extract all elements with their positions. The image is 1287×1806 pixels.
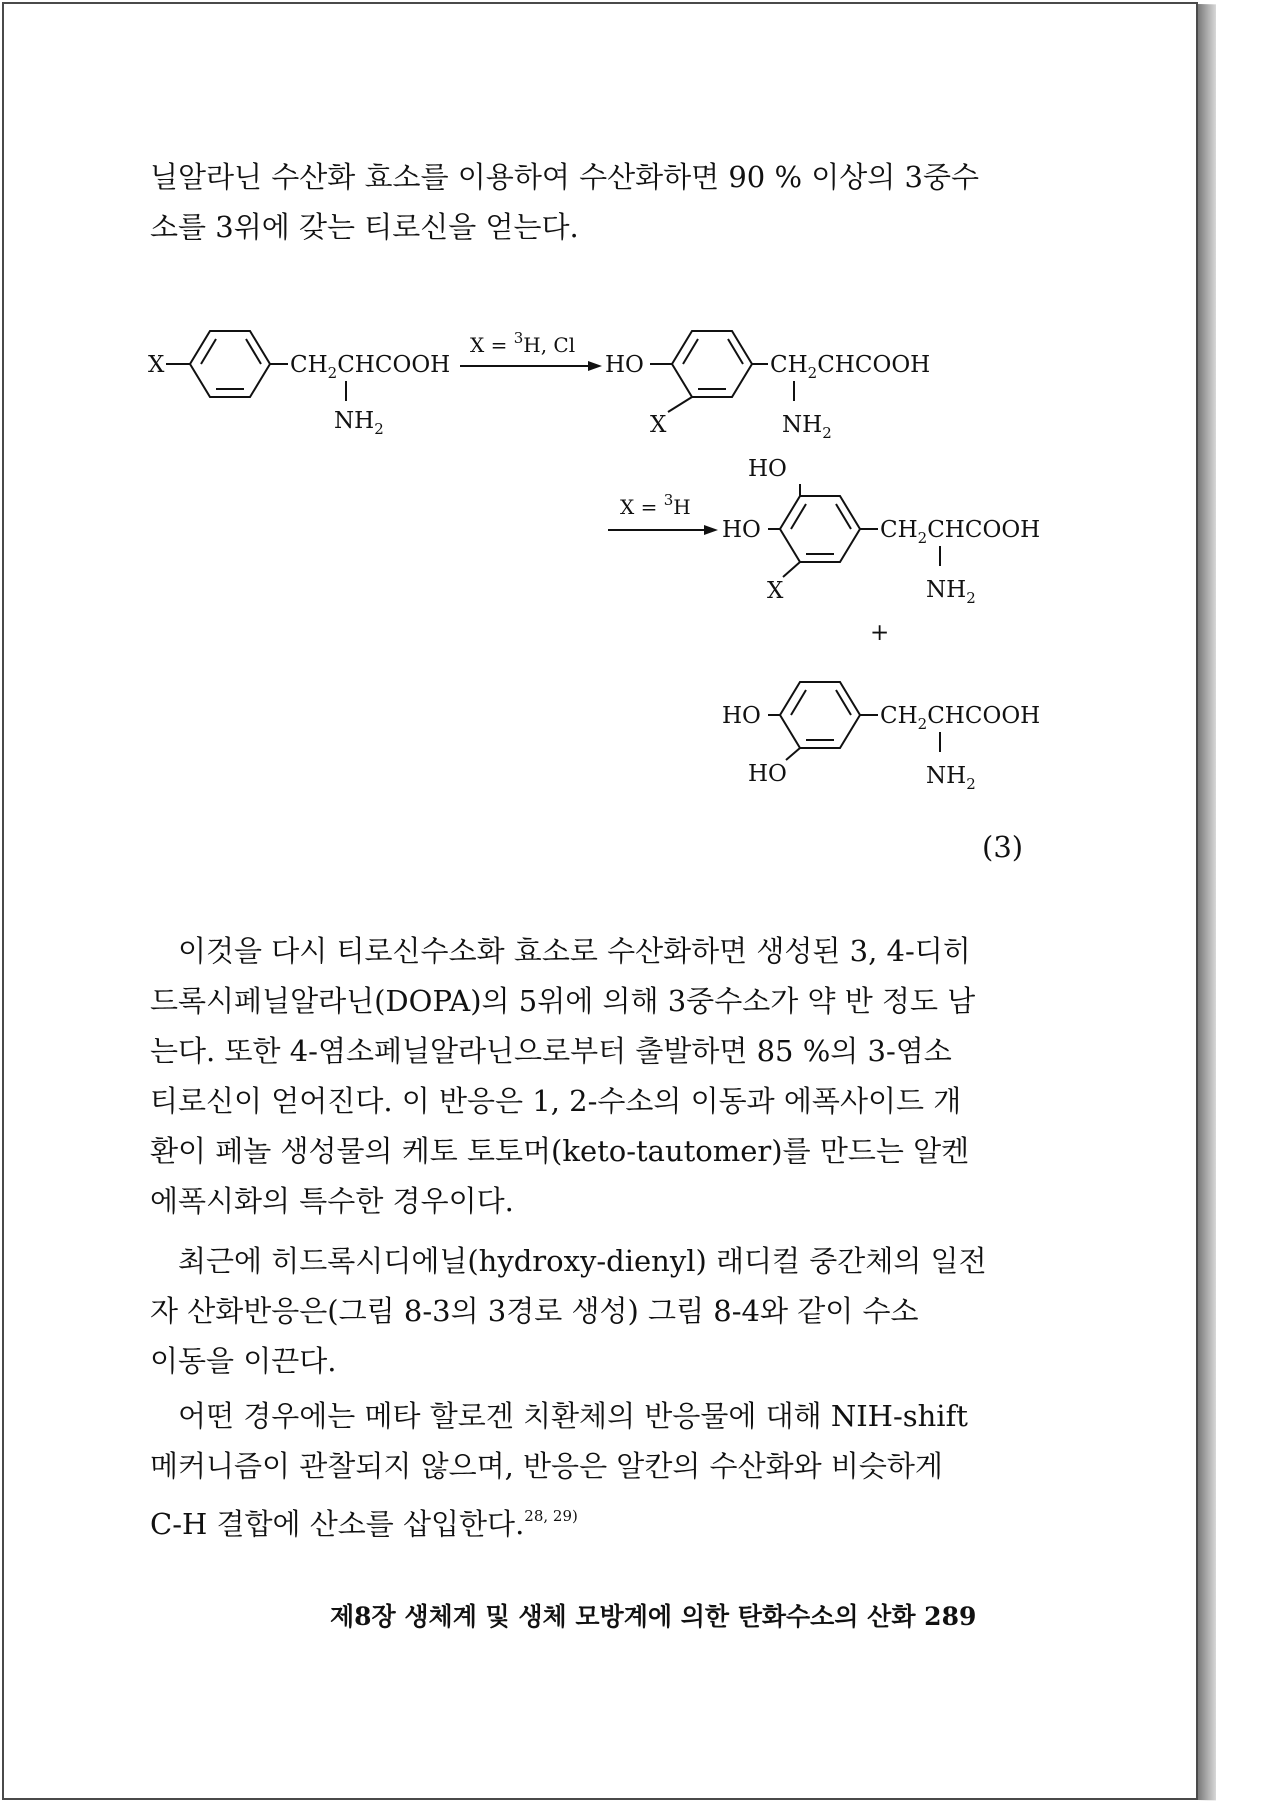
- text-line: 에폭시화의 특수한 경우이다.: [150, 1184, 514, 1218]
- product-dopa: [722, 682, 1040, 793]
- text-line: [150, 1491, 1050, 1549]
- hydroxyl-label: HO: [748, 761, 787, 787]
- double-bond: [836, 504, 851, 529]
- text-line: 는다. 또한 4-염소페닐알라닌으로부터 출발하면 85 %의 3-염소: [150, 1034, 952, 1068]
- reaction-arrow-2: [608, 491, 718, 535]
- arrow-2-label: X = $^3$H: [620, 491, 691, 519]
- text-line: 이것을 다시 티로신수소화 효소로 수산화하면 생성된 3, 4-디히: [178, 934, 971, 968]
- side-chain-label: $CH_2CHCOOH$: [880, 517, 1041, 547]
- bond: [786, 748, 800, 760]
- page-footer: 제8장 생체계 및 생체 모방계에 의한 탄화수소의 산화 289: [330, 1602, 977, 1631]
- side-chain-label: $CH_2CHCOOH$: [770, 352, 931, 382]
- amine-label: $NH_2$: [926, 577, 976, 607]
- arrow-1-label: X = $^3$H, Cl: [470, 329, 576, 357]
- arrow-head: [588, 361, 602, 371]
- text-line: 드록시페닐알라닌(DOPA)의 5위에 의해 3중수소가 약 반 정도 남: [150, 984, 976, 1018]
- paragraph-2: [150, 1236, 1050, 1386]
- text-line: 어떤 경우에는 메타 할로겐 치환체의 반응물에 대해 NIH-shift: [178, 1399, 968, 1433]
- text-line: 닐알라닌 수산화 효소를 이용하여 수산화하면 90 % 이상의 3중수: [150, 160, 979, 194]
- text-line: 티로신이 얻어진다. 이 반응은 1, 2-수소의 이동과 에폭사이드 개: [150, 1084, 962, 1118]
- text-line: 이동을 이끈다.: [150, 1344, 337, 1378]
- reaction-arrow-1: [460, 329, 602, 371]
- amine-label: $NH_2$: [782, 412, 832, 442]
- paragraph-3: [150, 1391, 1050, 1549]
- hydroxyl-label: HO: [605, 352, 644, 378]
- text-line: 환이 페놀 생성물의 케토 토토머(keto-tautomer)를 만드는 알켄: [150, 1134, 970, 1168]
- product-tyrosine: [605, 331, 930, 442]
- double-bond: [836, 690, 851, 715]
- x-substituent-label: X: [767, 578, 784, 604]
- paragraph-1: [150, 926, 1050, 1226]
- arrow-head: [704, 525, 718, 535]
- citation-reference: 28, 29): [524, 1507, 578, 1525]
- plus-sign: +: [870, 620, 890, 646]
- bond: [668, 397, 692, 412]
- double-bond: [728, 339, 743, 364]
- hydroxyl-label: HO: [722, 517, 761, 543]
- hydroxyl-label: HO: [722, 703, 761, 729]
- x-substituent-label: X: [148, 352, 165, 378]
- text-line: 최근에 히드록시디에닐(hydroxy-dienyl) 래디컬 중간체의 일전: [178, 1244, 987, 1278]
- amine-label: $NH_2$: [334, 408, 384, 438]
- amine-label: $NH_2$: [926, 763, 976, 793]
- x-substituent-label: X: [650, 412, 667, 438]
- bond: [783, 562, 800, 577]
- side-chain-label: $CH_2CHCOOH$: [290, 352, 451, 382]
- reaction-scheme: [0, 0, 1287, 820]
- hydroxyl-label: HO: [748, 456, 787, 482]
- text-line: 소를 3위에 갖는 티로신을 얻는다.: [150, 210, 579, 244]
- double-bond: [246, 339, 261, 364]
- reactant-molecule: [148, 331, 450, 438]
- side-chain-label: $CH_2CHCOOH$: [880, 703, 1041, 733]
- product-dopa-labelled: [722, 456, 1040, 607]
- equation-number: (3): [982, 830, 1024, 864]
- text-line: 메커니즘이 관찰되지 않으며, 반응은 알칸의 수산화와 비슷하게: [150, 1449, 943, 1483]
- text-line-content: C-H 결합에 산소를 삽입한다.: [150, 1507, 525, 1541]
- text-line: 자 산화반응은(그림 8-3의 3경로 생성) 그림 8-4와 같이 수소: [150, 1294, 919, 1328]
